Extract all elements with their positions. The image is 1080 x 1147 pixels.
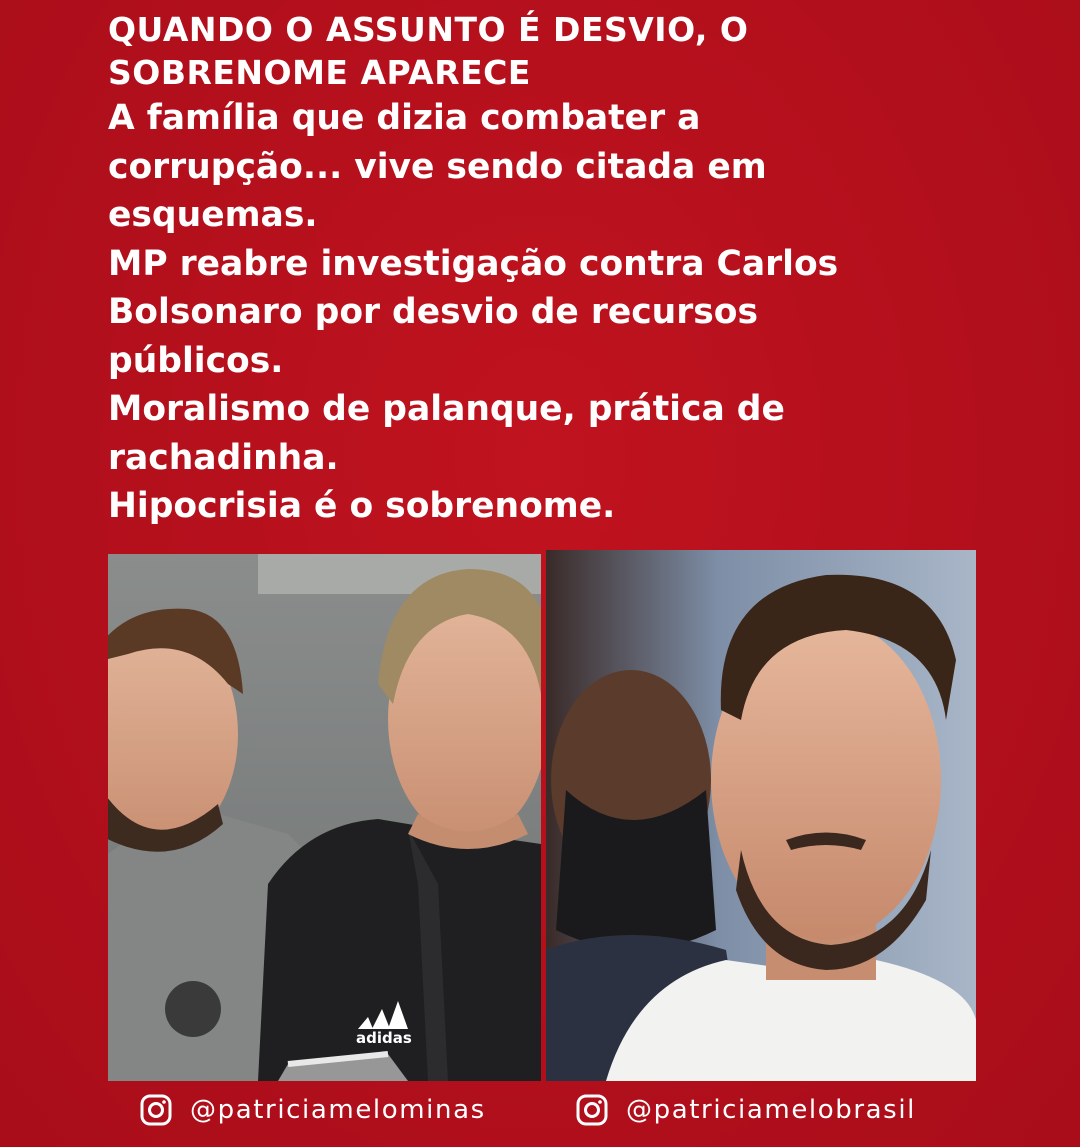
instagram-icon (140, 1094, 172, 1126)
photo-right (546, 550, 976, 1081)
body-line: MP reabre investigação contra Carlos (108, 243, 839, 284)
body-line: Bolsonaro por desvio de recursos (108, 292, 759, 332)
headline-line-1: QUANDO O ASSUNTO É DESVIO, O (108, 10, 749, 49)
body-line: Hipocrisia é o sobrenome. (108, 486, 616, 526)
handle-patriciamelominas[interactable] (140, 1094, 486, 1126)
body-line: rachadinha. (108, 437, 339, 478)
handle-patriciamelobrasil[interactable] (576, 1094, 916, 1126)
post-text (108, 8, 988, 531)
body-line: esquemas. (108, 195, 318, 235)
headline-line-2: SOBRENOME APARECE (108, 53, 531, 92)
body-line: A família que dizia combater a (108, 98, 701, 138)
footer (0, 1094, 1080, 1134)
body-line: corrupção... vive sendo citada em (108, 146, 767, 187)
photo-left (108, 554, 541, 1081)
handle-text: @patriciamelobrasil (626, 1095, 916, 1125)
photo-collage (108, 550, 976, 1081)
body-line: públicos. (108, 340, 284, 381)
svg-text:adidas: adidas (356, 1029, 412, 1047)
body-line: Moralismo de palanque, prática de (108, 389, 785, 429)
handle-text: @patriciamelominas (190, 1095, 486, 1125)
instagram-icon (576, 1094, 608, 1126)
